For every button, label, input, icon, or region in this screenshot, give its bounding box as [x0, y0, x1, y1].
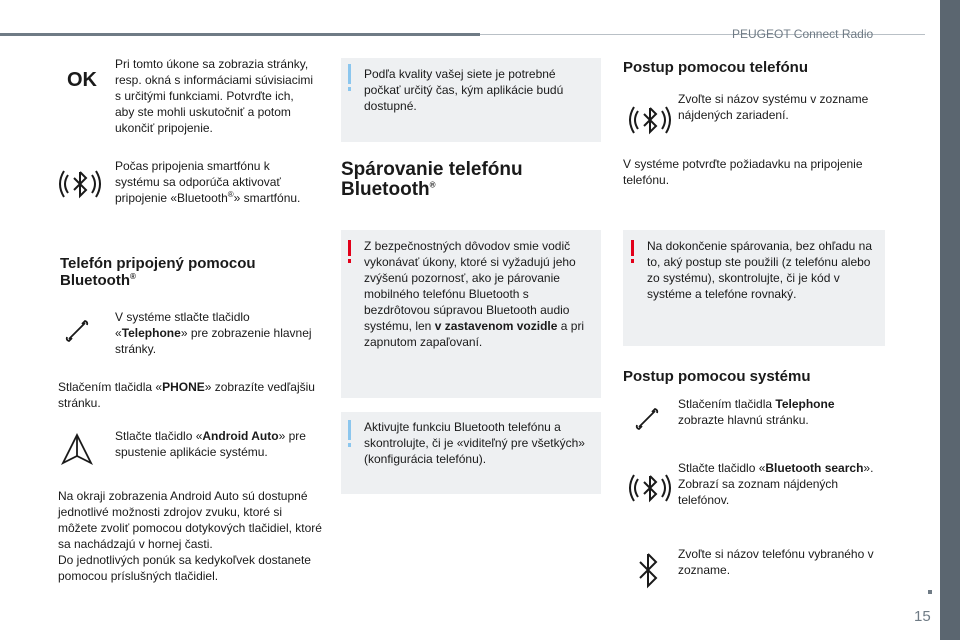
- info-visibility-text: Aktivujte funkciu Bluetooth telefónu a skontrolujte, či je «viditeľný pre všetkých» (konfigurácia telefónu).: [364, 420, 585, 466]
- android-auto-icon: [60, 432, 94, 466]
- telephone-button-text: V systéme stlačte tlačidlo «Telephone» pre zobrazenie hlavnej stránky.: [115, 310, 312, 356]
- continue-marker: [928, 590, 932, 594]
- warning-icon-2-dot: [631, 259, 634, 263]
- info-network-text: Podľa kvality vašej siete je potrebné počkať určitý čas, kým aplikácie budú dostupné.: [364, 67, 564, 113]
- phone-select-text: Zvoľte si názov systému v zozname nájdených zariadení.: [678, 92, 869, 122]
- warning-icon-2: [631, 240, 634, 256]
- section-heading-system-procedure: Postup pomocou systému: [623, 368, 811, 385]
- info-bar-icon-2-dot: [348, 443, 351, 447]
- warning-safety-text: Z bezpečnostných dôvodov smie vodič vykonávať úkony, ktoré si vyžadujú jeho zvýšenú pozornosť, ako je párovanie mobilného telefónu Bluetooth s bezdrôtovou súpravou Bluetooth audio systému, len v zastavenom vozidle a pri zapnutom zapaľovaní.: [364, 239, 585, 349]
- section-heading-phone-procedure: Postup pomocou telefónu: [623, 59, 808, 76]
- page-number: 15: [914, 608, 931, 625]
- section-heading-bt-connected: Telefón pripojený pomocou Bluetooth®: [60, 255, 256, 289]
- bt-recommend-text: Počas pripojenia smartfónu k systému sa odporúča aktivovať pripojenie «Bluetooth®» smartfónu.: [115, 159, 301, 205]
- info-bar-icon: [348, 64, 351, 84]
- warning-icon: [348, 240, 351, 256]
- sidebar-strip: [940, 0, 960, 640]
- ok-icon-label: OK: [67, 68, 97, 91]
- android-auto-text: Stlačte tlačidlo «Android Auto» pre spustenie aplikácie systému.: [115, 429, 306, 459]
- header-rule: [0, 33, 480, 36]
- bluetooth-icon: [634, 550, 662, 590]
- bluetooth-signal-icon-2: [628, 98, 672, 142]
- info-bar-icon-2: [348, 420, 351, 440]
- bluetooth-signal-icon: [58, 162, 102, 206]
- info-bar-icon-dot: [348, 87, 351, 91]
- phone-button-text: Stlačením tlačidla «PHONE» zobrazíte vedľajšiu stránku.: [58, 380, 315, 410]
- warning-icon-dot: [348, 259, 351, 263]
- phone-handset-icon-2: [634, 406, 660, 432]
- ok-description: Pri tomto úkone sa zobrazia stránky, resp. okná s informáciami súvisiacimi s určitými funkciami. Potvrďte ich, aby ste mohli uskutočniť a potom ukončiť pripojenie.: [115, 57, 314, 135]
- system-step-select-phone: Zvoľte si názov telefónu vybraného v zozname.: [678, 547, 874, 577]
- ok-icon: [62, 66, 102, 94]
- warning-code-text: Na dokončenie spárovania, bez ohľadu na to, aký postup ste použili (z telefónu alebo zo systému), skontrolujte, či je kód v systéme a telefóne rovnaký.: [647, 239, 872, 301]
- brand-label: PEUGEOT Connect Radio: [732, 27, 874, 41]
- confirm-text: V systéme potvrďte požiadavku na pripojenie telefónu.: [623, 157, 863, 187]
- system-step-bt-search: Stlačte tlačidlo «Bluetooth search». Zobrazí sa zoznam nájdených telefónov.: [678, 461, 874, 507]
- section-heading-pairing: Spárovanie telefónu Bluetooth®: [341, 159, 523, 200]
- android-auto-paragraph: Na okraji zobrazenia Android Auto sú dostupné jednotlivé možnosti zdrojov zvuku, ktoré si môžete zvoliť pomocou dotykových tlačidiel, ktoré sa nachádzajú v hornej časti. Do jednotlivých ponúk sa kedykoľvek dostanete pomocou príslušných tlačidiel.: [58, 489, 322, 583]
- system-step-telephone: Stlačením tlačidla Telephone zobrazte hlavnú stránku.: [678, 397, 835, 427]
- phone-handset-icon: [64, 318, 90, 344]
- bluetooth-signal-icon-3: [628, 466, 672, 510]
